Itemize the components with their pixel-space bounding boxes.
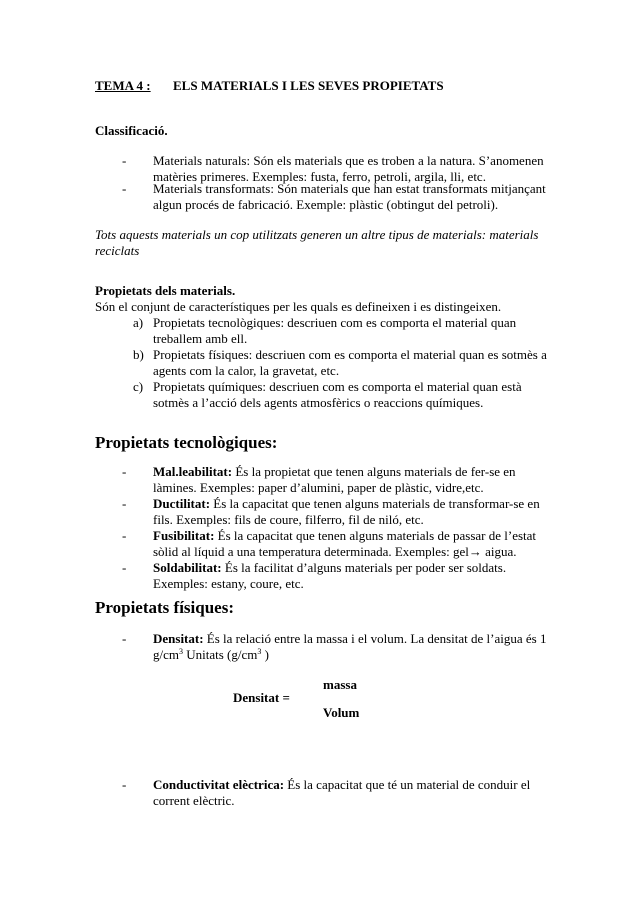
tema-title: ELS MATERIALS I LES SEVES PROPIETATS [173, 78, 444, 93]
list-item-text: Materials transformats: Són materials que han estat transformats mitjançant algun procés de fabricació. Exemple: plàstic (obtingut del petroli). [153, 181, 546, 212]
formula-denominator: Volum [323, 705, 360, 720]
classificacio-note: Tots aquests materials un cop utilitzats generen un altre tipus de materials: materials reciclats [95, 227, 539, 258]
definition-units: Unitats (g/cm [183, 647, 258, 662]
definition-end: ) [261, 647, 269, 662]
bullet-dash: - [122, 560, 127, 575]
list-item-text [153, 560, 548, 592]
list-item-text [153, 464, 548, 496]
formula-label: Densitat = [233, 690, 290, 705]
list-item-text [153, 496, 548, 528]
tema-number: TEMA 4 : [95, 78, 151, 93]
list-marker: b) [133, 347, 144, 362]
term: Soldabilitat: [153, 560, 222, 575]
list-item-text: Propietats físiques: descriuen com es comporta el material quan es sotmès a agents com la calor, la gravetat, etc. [153, 347, 547, 378]
list-marker: c) [133, 379, 144, 394]
bullet-dash: - [122, 464, 127, 479]
list-item-text [153, 528, 548, 560]
term: Ductilitat: [153, 496, 211, 511]
list-marker: a) [133, 315, 144, 330]
definition: És la capacitat que té un material de conduir el corrent elèctric. [153, 777, 531, 808]
bullet-dash: - [122, 153, 127, 168]
fisiques-heading: Propietats físiques: [95, 598, 234, 617]
list-item-text: Propietats químiques: descriuen com es comporta el material quan està sotmès a l’acció dels agents atmosfèrics o reaccions químiques. [153, 379, 522, 410]
bullet-dash: - [122, 181, 127, 196]
definition: És la relació entre la massa i el volum. La densitat de l’aigua és 1 g/cm [153, 631, 547, 662]
definition: És la propietat que tenen alguns materials de fer-se en làmines. Exemples: paper d’alumini, paper de plàstic, vidre,etc. [153, 464, 516, 495]
superscript: 3 [179, 647, 183, 656]
bullet-dash: - [122, 777, 127, 792]
right-arrow-icon: → [468, 544, 482, 559]
list-item-text: Materials naturals: Són els materials que es troben a la natura. S’anomenen matèries primeres. Exemples: fusta, ferro, petroli, argila, lli, etc. [153, 153, 544, 184]
definition: És la facilitat d’alguns materials per poder ser soldats. Exemples: estany, coure, etc. [153, 560, 507, 591]
term: Densitat: [153, 631, 204, 646]
page-title [95, 78, 444, 94]
definition-end: aigua. [481, 544, 517, 559]
bullet-dash: - [122, 528, 127, 543]
term: Fusibilitat: [153, 528, 215, 543]
classificacio-heading: Classificació. [95, 123, 168, 138]
superscript: 3 [257, 647, 262, 656]
tecnologiques-heading: Propietats tecnològiques: [95, 433, 278, 452]
propietats-heading: Propietats dels materials. [95, 283, 236, 298]
list-item-text [153, 777, 548, 809]
bullet-dash: - [122, 631, 127, 646]
list-item-text [153, 631, 548, 663]
term: Mal.leabilitat: [153, 464, 233, 479]
list-item-text: Propietats tecnològiques: descriuen com es comporta el material quan treballem amb ell. [153, 315, 517, 346]
formula-numerator: massa [323, 677, 357, 692]
bullet-dash: - [122, 496, 127, 511]
definition: És la capacitat que tenen alguns materials de transformar-se en fils. Exemples: fils de coure, filferro, fil de niló, etc. [153, 496, 540, 527]
definition: És la capacitat que tenen alguns materials de passar de l’estat sòlid al líquid a una temperatura determinada. Exemples: gel [153, 528, 537, 559]
propietats-intro: Són el conjunt de característiques per les quals es defineixen i es distingeixen. [95, 299, 502, 314]
term: Conductivitat elèctrica: [153, 777, 285, 792]
